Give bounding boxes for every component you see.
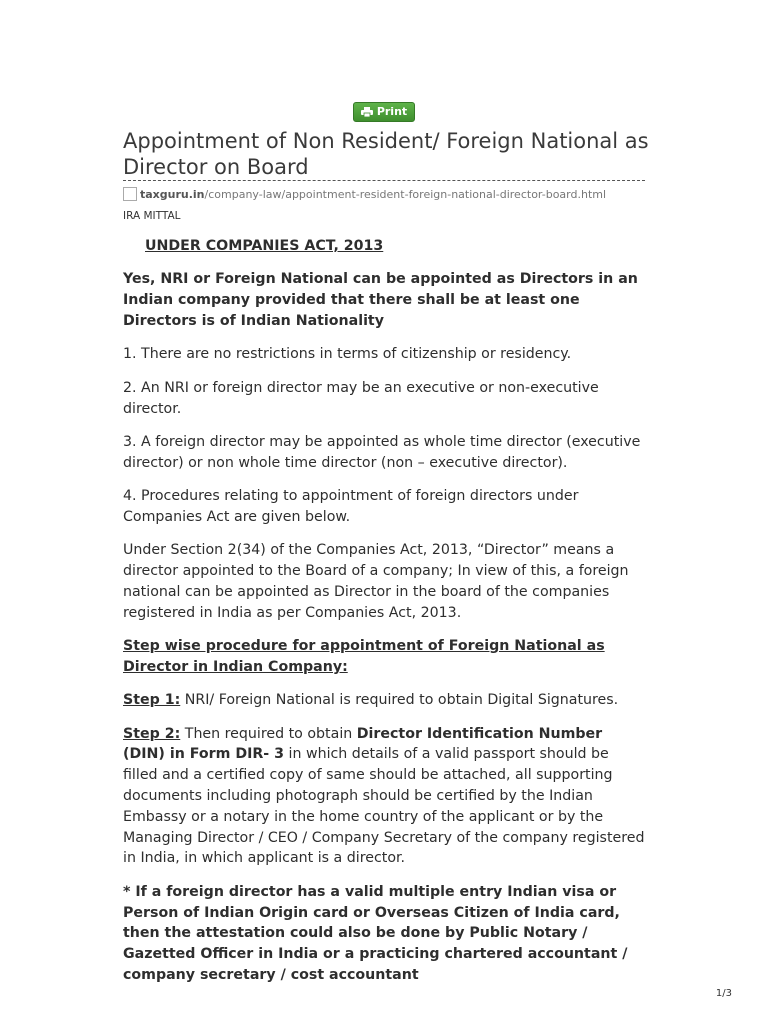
point-2: 2. An NRI or foreign director may be an executive or non-executive director. [123,379,599,417]
point-4: 4. Procedures relating to appointment of foreign directors under Companies Act are given below. [123,488,579,525]
step-1 [123,690,647,711]
step-1-text: NRI/ Foreign National is required to obtain Digital Signatures. [180,692,619,709]
source-domain[interactable]: taxguru.in [140,187,205,201]
step-1-label: Step 1: [123,692,181,709]
article-body [123,236,647,998]
step-heading: Step wise procedure for appointment of Foreign National as Director in Indian Company: [123,638,605,675]
step-2-label: Step 2: [123,725,181,742]
step-2-bold: Director Identification Number (DIN) in Form DIR- 3 [123,725,603,763]
point-3: 3. A foreign director may be appointed as whole time director (executive director) or non whole time director (non – executive director). [123,433,641,471]
page-number: 1/3 [715,988,732,999]
article-title: Appointment of Non Resident/ Foreign National as Director on Board [123,129,649,179]
section-heading: UNDER COMPANIES ACT, 2013 [145,238,384,254]
note-paragraph: * If a foreign director has a valid multiple entry Indian visa or Person of Indian Origin card or Overseas Citizen of India card, then the attestation could also be done by Public Notary / Gazetted Officer in India or a practicing chartered accountant / company secretary / cost accountant [123,883,628,984]
point-1: 1. There are no restrictions in terms of citizenship or residency. [123,346,572,363]
step-2-text-a: Then required to obtain [180,725,357,742]
print-button[interactable] [353,102,415,122]
step-2 [123,724,647,870]
favicon-icon [123,187,137,201]
title-divider [123,180,645,181]
printer-icon [361,107,373,117]
intro-paragraph: Yes, NRI or Foreign National can be appointed as Directors in an Indian company provided that there shall be at least one Directors is of Indian Nationality [123,271,638,329]
source-link[interactable] [123,185,606,203]
author-name: IRA MITTAL [123,210,181,222]
source-path[interactable]: /company-law/appointment-resident-foreign-national-director-board.html [204,187,607,201]
section-paragraph: Under Section 2(34) of the Companies Act, 2013, “Director” means a director appointed to the Board of a company; In view of this, a foreign national can be appointed as Director in the board of the companies registered in India as per Companies Act, 2013. [123,542,629,621]
step-2-text-b: in which details of a valid passport should be filled and a certified copy of same should be attached, all supporting documents including photograph should be certified by the Indian Embassy or a notary in the home country of the applicant or by the Managing Director / CEO / Company Secretary of the company registered in India, in which applicant is a director. [123,746,645,867]
print-button-label: Print [376,105,408,118]
